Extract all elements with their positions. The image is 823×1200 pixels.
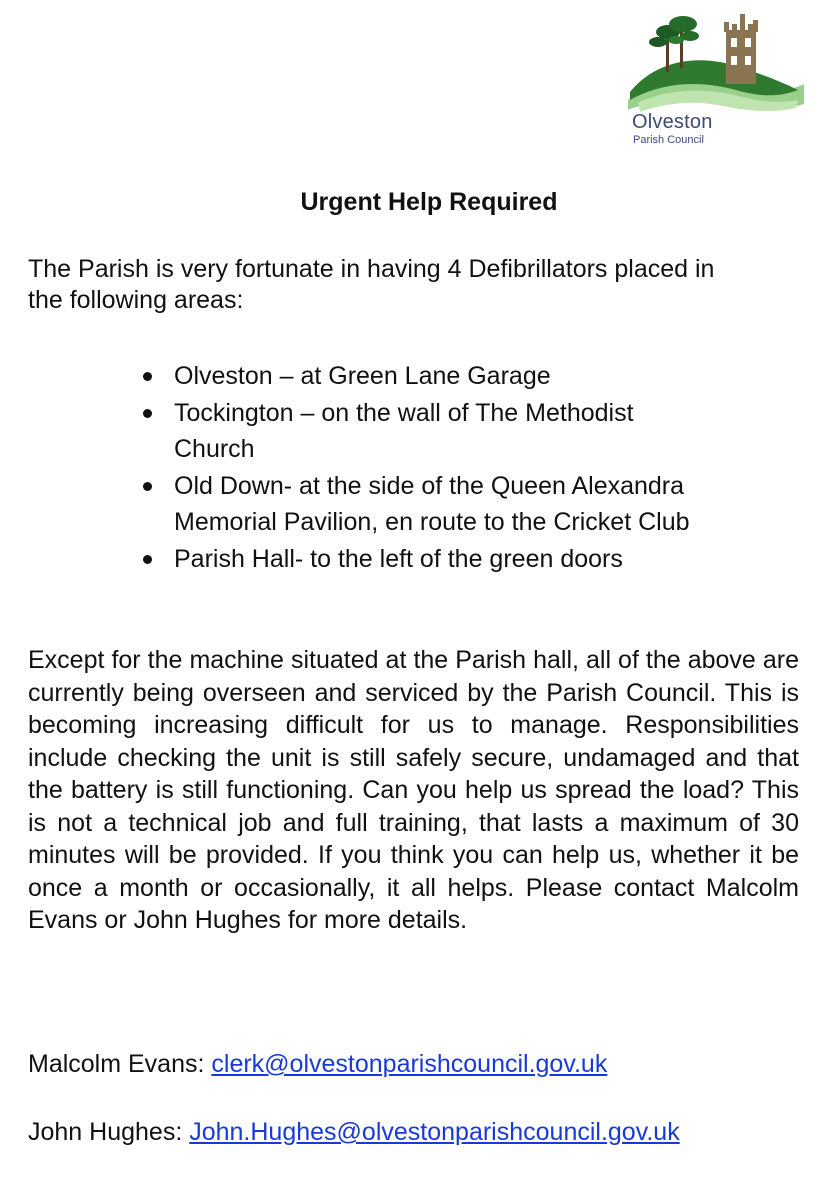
defibrillator-locations-list bbox=[0, 358, 690, 577]
parish-council-logo bbox=[628, 8, 804, 148]
contact-label: John Hughes: bbox=[28, 1118, 190, 1146]
contact-john-hughes bbox=[28, 1116, 680, 1148]
bullet-icon bbox=[143, 482, 152, 491]
location-text: Old Down- at the side of the Queen Alexandra bbox=[174, 471, 685, 500]
location-text-continued: Church bbox=[174, 435, 255, 463]
body-paragraph: Except for the machine situated at the Parish hall, all of the above are currently being overseen and serviced by the Parish Council. This is becoming increasing difficult for us to manage. Responsibilities include checking the unit is still safely secure, undamaged and that the battery is still functioning. Can you help us spread the load? This is not a technical job and full training, that lasts a maximum of 30 minutes will be provided. If you think you can help us, whether it be once a month or occasionally, it all helps. Please contact Malcolm Evans or John Hughes for more details. bbox=[28, 646, 799, 934]
email-link-john-hughes[interactable]: John.Hughes@olvestonparishcouncil.gov.uk bbox=[189, 1118, 680, 1146]
location-text: Tockington – on the wall of The Methodist bbox=[174, 398, 634, 427]
logo-name: Olveston bbox=[632, 111, 713, 133]
location-text: Olveston – at Green Lane Garage bbox=[174, 362, 551, 390]
location-text-continued: Memorial Pavilion, en route to the Cricket Club bbox=[174, 508, 690, 536]
intro-paragraph: The Parish is very fortunate in having 4 Defibrillators placed in the following areas: bbox=[28, 255, 715, 314]
list-item bbox=[0, 468, 690, 541]
list-item bbox=[0, 395, 690, 468]
email-link-clerk[interactable]: clerk@olvestonparishcouncil.gov.uk bbox=[211, 1050, 608, 1078]
list-item bbox=[0, 358, 690, 395]
logo-subtitle: Parish Council bbox=[633, 134, 704, 146]
location-text: Parish Hall- to the left of the green doors bbox=[174, 544, 623, 573]
contact-label: Malcolm Evans: bbox=[28, 1050, 212, 1078]
bullet-icon bbox=[143, 555, 152, 564]
list-item bbox=[0, 541, 690, 578]
page-title: Urgent Help Required bbox=[300, 188, 558, 216]
logo-emblem bbox=[628, 8, 804, 118]
contact-malcolm-evans bbox=[28, 1048, 607, 1080]
bullet-icon bbox=[143, 409, 152, 418]
bullet-icon bbox=[143, 372, 152, 381]
